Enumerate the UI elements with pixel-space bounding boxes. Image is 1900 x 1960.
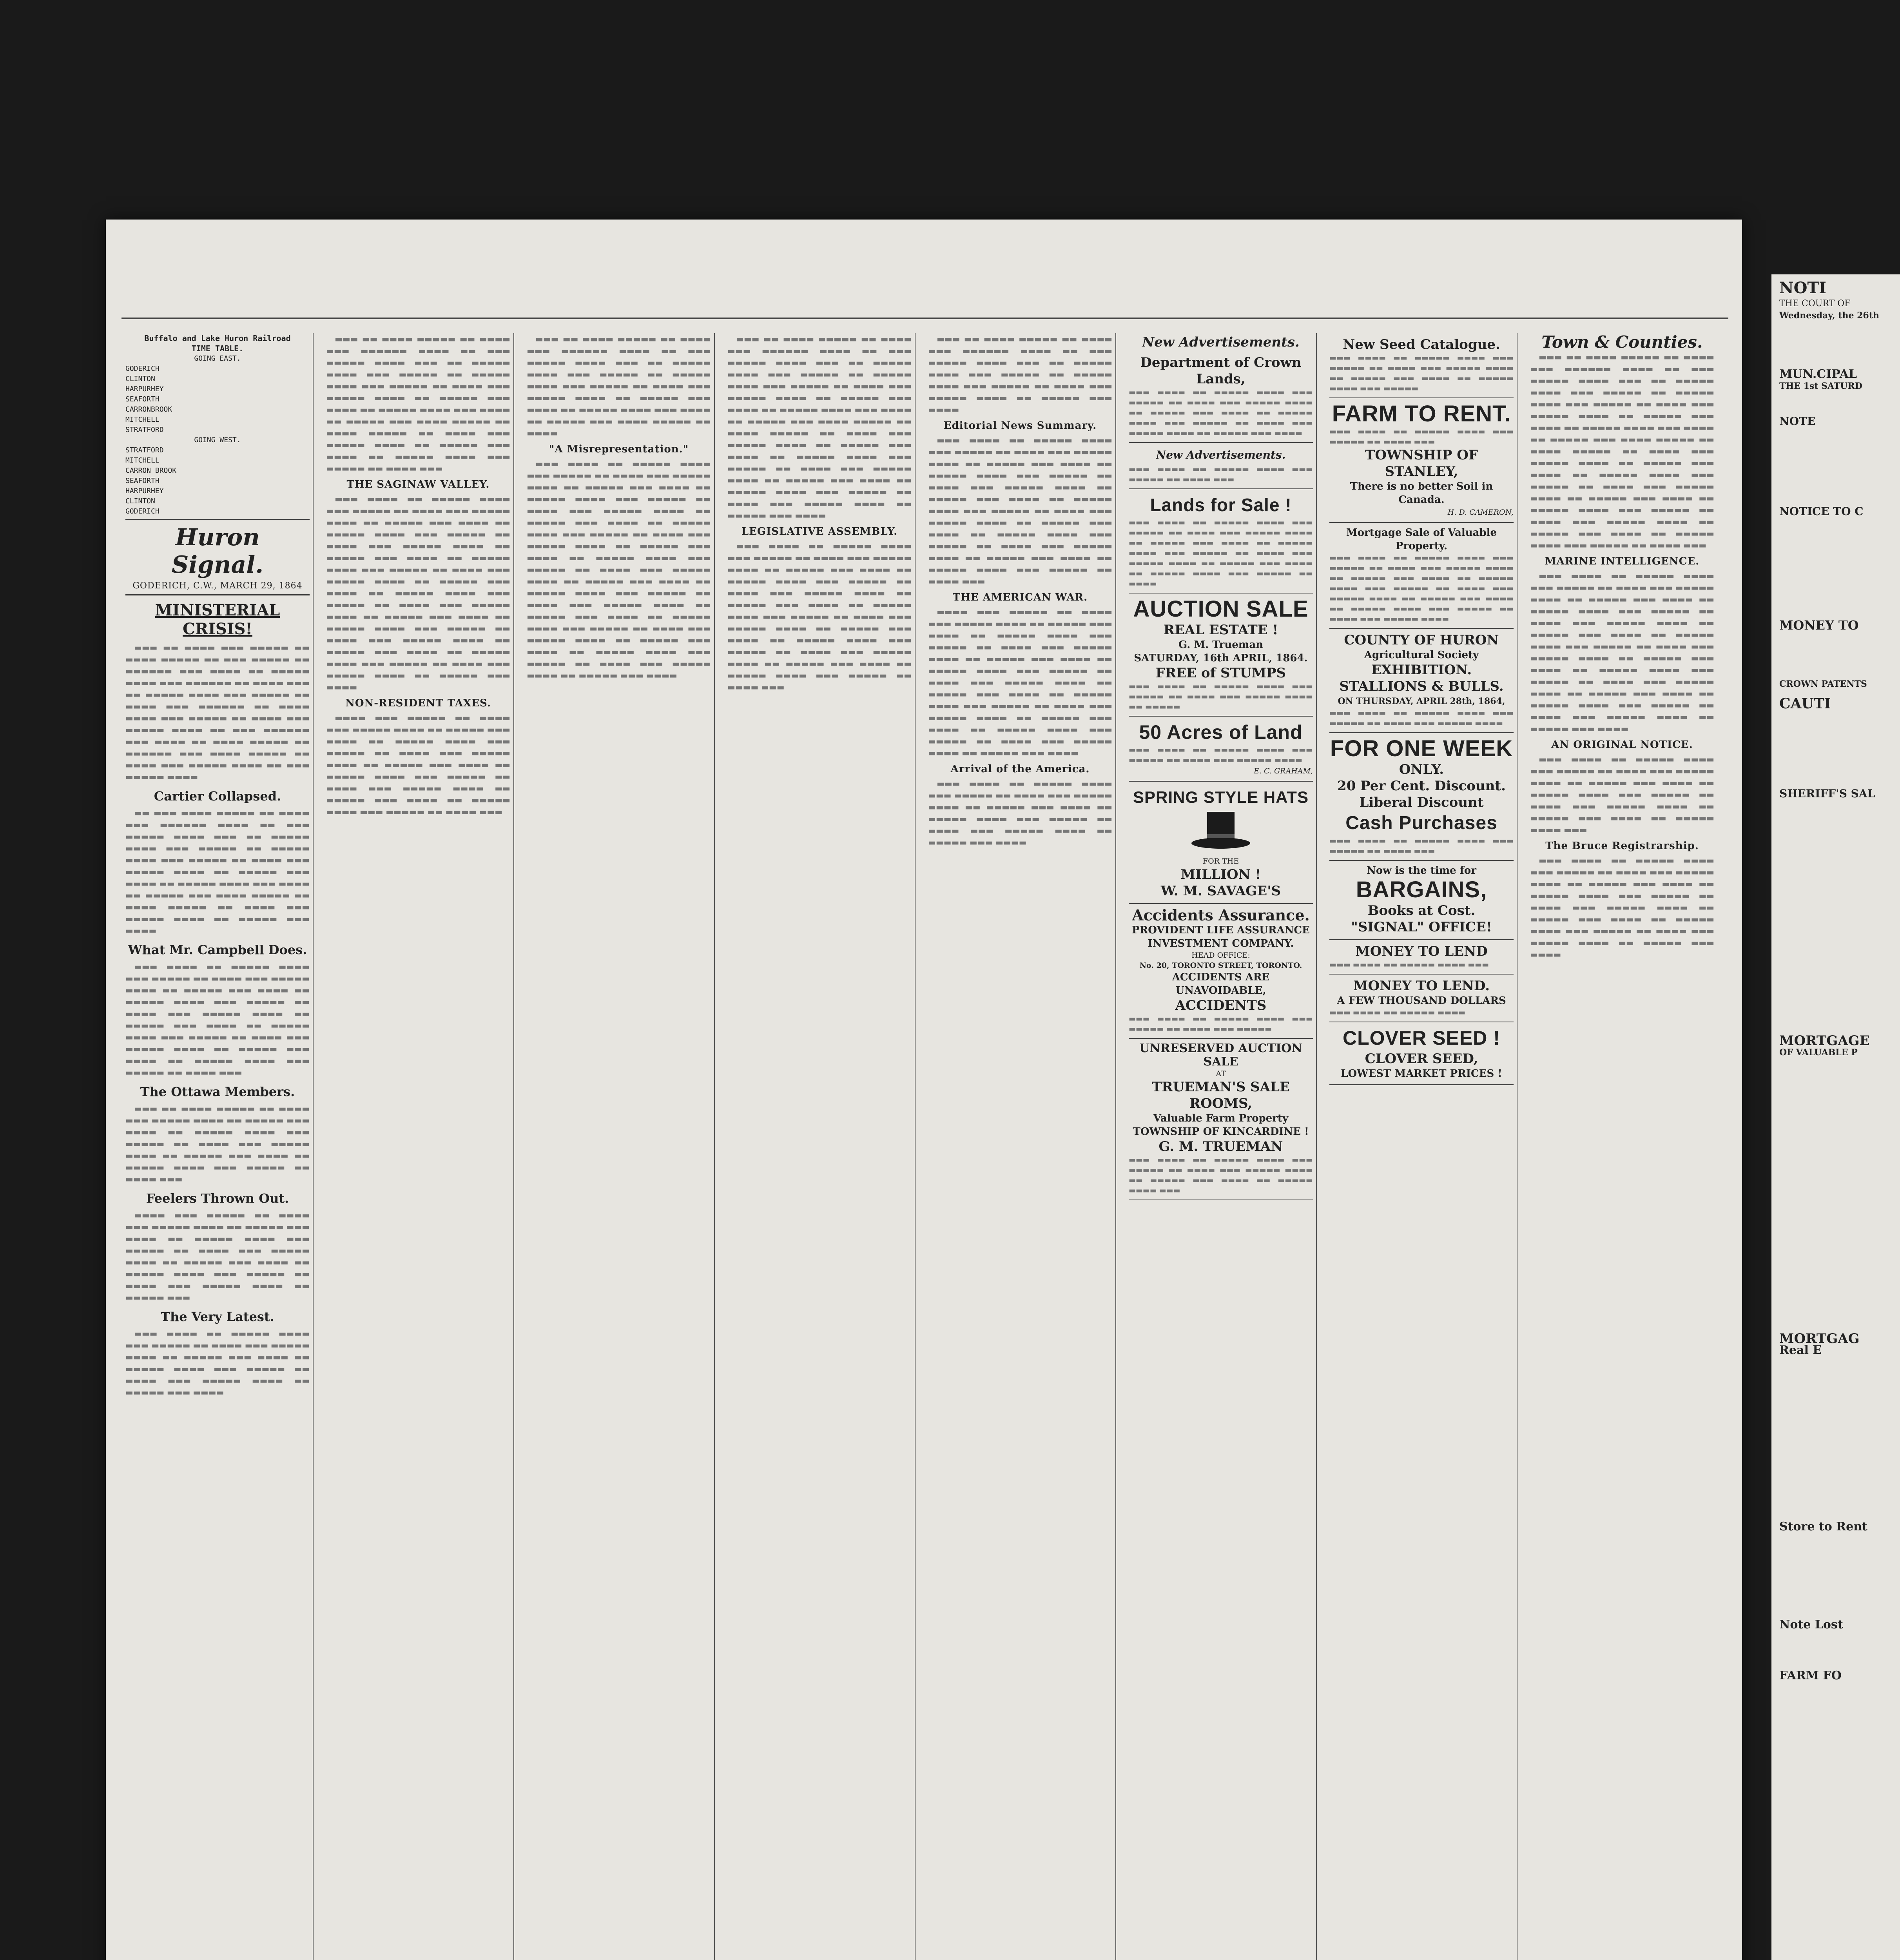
ad-line: ACCIDENTS (1175, 998, 1267, 1013)
ad-line: There is no better Soil in Canada. (1350, 481, 1493, 506)
ad-title: FOR ONE WEEK (1330, 736, 1513, 761)
ad-county-exhibition (1329, 629, 1514, 733)
timetable-row: HARPURHEY (125, 385, 164, 393)
ad-tagline: FREE of STUMPS (1155, 665, 1286, 681)
ad-subtitle: CLOVER SEED, (1365, 1051, 1478, 1067)
timetable-row: CLINTON (125, 375, 155, 383)
ad-body: ▬▬▬ ▬▬▬▬ ▬▬ ▬▬▬▬▬ ▬▬▬▬ ▬▬▬ ▬▬▬▬▬ ▬▬ ▬▬▬▬ ▬▬▬ ▬▬▬▬▬ ▬▬▬▬ ▬▬ ▬▬▬▬▬ ▬▬▬ ▬▬▬▬ ▬▬ ▬▬▬▬▬ ▬▬▬▬ ▬▬▬ ▬▬▬▬▬ ▬▬ ▬▬▬▬ ▬▬▬ ▬▬▬▬▬ ▬▬▬▬ ▬▬ ▬▬▬▬▬ ▬▬▬ ▬▬▬▬ (1129, 388, 1313, 437)
article-body: ▬▬▬ ▬▬▬▬ ▬▬ ▬▬▬▬▬ ▬▬▬▬ ▬▬▬ ▬▬▬▬▬ ▬▬ ▬▬▬▬ ▬▬▬ ▬▬▬▬▬ ▬▬▬▬ ▬▬ ▬▬▬▬▬ ▬▬▬ ▬▬▬▬ ▬▬ ▬▬▬▬▬ ▬▬▬▬ ▬▬▬ ▬▬▬▬▬ ▬▬ ▬▬▬▬ ▬▬▬ ▬▬▬▬▬ ▬▬▬▬ ▬▬ ▬▬▬▬▬ ▬▬▬ ▬▬▬▬ ▬▬ ▬▬▬▬▬ ▬▬▬▬ ▬▬▬ ▬▬▬▬▬ ▬▬ ▬▬▬▬ ▬▬▬ ▬▬▬▬▬ ▬▬▬▬ ▬▬ ▬▬▬▬▬ ▬▬▬ ▬▬▬▬ ▬▬ ▬▬▬▬▬ ▬▬▬▬ ▬▬▬ ▬▬▬▬▬ ▬▬ ▬▬▬▬ ▬▬▬ (125, 962, 310, 1077)
headline: THE AMERICAN WAR. (952, 592, 1088, 603)
top-rule (121, 318, 1728, 319)
article-body: ▬▬▬ ▬▬ ▬▬▬▬ ▬▬▬ ▬▬▬▬▬ ▬▬ ▬▬▬▬ ▬▬▬▬▬ ▬▬ ▬▬▬ ▬▬▬▬▬ ▬▬ ▬▬▬▬▬▬ ▬▬▬ ▬▬▬▬ ▬▬ ▬▬▬▬▬ ▬▬▬▬ ▬▬▬ ▬▬▬▬▬▬ ▬▬ ▬▬▬▬ ▬▬▬ ▬▬ ▬▬▬▬▬ ▬▬▬▬ ▬▬▬ ▬▬▬▬▬ ▬▬ ▬▬▬▬ ▬▬▬ ▬▬▬▬▬▬ ▬▬ ▬▬▬▬ ▬▬▬▬ ▬▬▬ ▬▬▬▬▬ ▬▬ ▬▬▬▬ ▬▬▬ ▬▬▬▬▬ ▬▬▬▬ ▬▬ ▬▬▬ ▬▬▬▬▬▬ ▬▬▬ ▬▬▬▬ ▬▬ ▬▬▬▬ ▬▬▬▬▬ ▬▬ ▬▬▬▬▬▬ ▬▬▬ ▬▬▬▬ ▬▬▬▬▬ ▬▬ ▬▬▬▬ ▬▬▬ ▬▬▬▬▬ ▬▬▬▬ ▬▬ ▬▬▬ ▬▬▬▬▬ ▬▬▬▬ (125, 643, 310, 782)
ad-subtitle: A FEW THOUSAND DOLLARS (1337, 995, 1506, 1007)
ad-accidents-assurance (1129, 904, 1313, 1039)
timetable-going-west: GOING WEST. (194, 436, 241, 444)
ad-body: ▬▬▬ ▬▬▬▬ ▬▬ ▬▬▬▬▬ ▬▬▬▬ ▬▬▬ (1329, 960, 1489, 969)
article-body: ▬▬▬ ▬▬▬▬ ▬▬ ▬▬▬▬▬ ▬▬▬▬ ▬▬▬ ▬▬▬▬▬ ▬▬ ▬▬▬▬ ▬▬▬ ▬▬▬▬▬ ▬▬▬▬ ▬▬ ▬▬▬▬▬ ▬▬▬ ▬▬▬▬ ▬▬ ▬▬▬▬▬ ▬▬▬▬ ▬▬▬ ▬▬▬▬▬ ▬▬ ▬▬▬▬ ▬▬▬ ▬▬▬▬▬ ▬▬▬▬ ▬▬ ▬▬▬▬▬ ▬▬▬ ▬▬▬▬ ▬▬ ▬▬▬▬▬ ▬▬▬▬ ▬▬▬ ▬▬▬▬▬ ▬▬ ▬▬▬▬ ▬▬▬ ▬▬▬▬▬ ▬▬▬▬ ▬▬ ▬▬▬▬▬ ▬▬▬ ▬▬▬▬ ▬▬ ▬▬▬▬▬ ▬▬▬▬ ▬▬▬ ▬▬▬▬▬ ▬▬ ▬▬▬▬ ▬▬▬ ▬▬▬▬▬ ▬▬▬▬ ▬▬ ▬▬▬▬▬ ▬▬▬ ▬▬▬▬ ▬▬ ▬▬▬▬▬ ▬▬▬▬ ▬▬▬ ▬▬▬▬▬ ▬▬ ▬▬▬▬ ▬▬▬ ▬▬▬▬▬ ▬▬▬▬ ▬▬ ▬▬▬▬▬ ▬▬▬ ▬▬▬▬ ▬▬ ▬▬▬▬▬ ▬▬▬▬ ▬▬▬ ▬▬▬▬▬ ▬▬ ▬▬▬▬ ▬▬▬ ▬▬▬▬▬ ▬▬▬▬ ▬▬ ▬▬▬▬▬ ▬▬▬ ▬▬▬▬ (326, 494, 510, 692)
adjacent-line: THE 1st SATURD (1779, 381, 1862, 391)
ad-body: ▬▬▬ ▬▬▬▬ ▬▬ ▬▬▬▬▬ ▬▬▬▬ ▬▬▬ ▬▬▬▬▬ ▬▬ ▬▬▬▬ ▬▬▬ ▬▬▬▬▬ ▬▬▬▬ ▬▬ ▬▬▬▬▬ ▬▬▬ ▬▬▬▬ ▬▬ ▬▬▬▬▬ ▬▬▬▬ ▬▬▬ ▬▬▬▬▬ ▬▬ ▬▬▬▬ ▬▬▬ ▬▬▬▬▬ ▬▬▬▬ ▬▬ ▬▬▬▬▬ ▬▬▬ ▬▬▬▬ ▬▬ ▬▬▬▬▬ ▬▬▬▬ ▬▬▬ ▬▬▬▬▬ ▬▬ ▬▬▬▬ (1129, 518, 1313, 588)
ad-title: UNRESERVED AUCTION SALE (1139, 1042, 1302, 1069)
hat-icon (1189, 810, 1252, 853)
article-body: ▬▬ ▬▬▬ ▬▬▬▬ ▬▬▬▬▬ ▬▬ ▬▬▬▬ ▬▬▬ ▬▬▬▬▬▬ ▬▬▬▬ ▬▬ ▬▬▬ ▬▬▬▬▬ ▬▬▬▬ ▬▬▬ ▬▬ ▬▬▬▬▬ ▬▬▬▬ ▬▬▬ ▬▬▬▬▬ ▬▬ ▬▬▬▬▬ ▬▬▬▬ ▬▬▬ ▬▬▬▬▬ ▬▬ ▬▬▬▬ ▬▬▬ ▬▬▬▬▬ ▬▬▬▬ ▬▬ ▬▬▬▬▬ ▬▬▬ ▬▬▬▬ ▬▬ ▬▬▬▬▬ ▬▬▬▬ ▬▬▬ ▬▬▬▬ ▬▬ ▬▬▬▬▬ ▬▬▬ ▬▬▬▬ ▬▬▬▬▬ ▬▬ ▬▬▬▬ ▬▬▬▬▬ ▬▬ ▬▬▬▬ ▬▬▬ ▬▬▬▬▬ ▬▬▬▬ ▬▬ ▬▬▬▬▬ ▬▬▬ ▬▬▬▬ (125, 808, 310, 935)
article-body: ▬▬▬ ▬▬ ▬▬▬▬ ▬▬▬▬▬ ▬▬ ▬▬▬▬ ▬▬▬ ▬▬▬▬▬▬ ▬▬▬▬ ▬▬ ▬▬▬ ▬▬▬▬▬ ▬▬▬▬ ▬▬▬ ▬▬ ▬▬▬▬▬ ▬▬▬▬ ▬▬▬ ▬▬▬▬▬ ▬▬ ▬▬▬▬▬ ▬▬▬▬ ▬▬▬ ▬▬▬▬▬ ▬▬ ▬▬▬▬ ▬▬▬ ▬▬▬▬▬ ▬▬▬▬ ▬▬ ▬▬▬▬▬ ▬▬▬ ▬▬▬▬ ▬▬ ▬▬▬▬▬ ▬▬▬▬ ▬▬▬ ▬▬▬▬ ▬▬ ▬▬▬▬▬ ▬▬▬ ▬▬▬▬ ▬▬▬▬▬ ▬▬ ▬▬▬▬ (527, 334, 711, 438)
ad-line: MILLION ! (1180, 867, 1261, 882)
ad-subtitle: ONLY. (1399, 762, 1444, 777)
article-body: ▬▬▬ ▬▬ ▬▬▬▬ ▬▬▬▬▬ ▬▬ ▬▬▬▬ ▬▬▬ ▬▬▬▬▬ ▬▬▬▬ ▬▬ ▬▬▬▬▬ ▬▬▬ ▬▬▬▬ ▬▬ ▬▬▬▬▬ ▬▬▬▬ ▬▬▬ ▬▬▬▬▬ ▬▬ ▬▬▬▬ ▬▬▬ ▬▬▬▬▬ ▬▬▬▬ ▬▬ ▬▬▬▬▬ ▬▬▬ ▬▬▬▬ ▬▬ ▬▬▬▬▬ ▬▬▬▬ ▬▬▬ ▬▬▬▬▬ ▬▬ ▬▬▬▬ ▬▬▬ (125, 1104, 310, 1184)
ad-line: BARGAINS, (1356, 877, 1487, 902)
column-rule (513, 333, 514, 1960)
ad-line: Valuable Farm Property (1153, 1112, 1289, 1124)
ad-spring-hats (1129, 782, 1313, 904)
ad-title: 50 Acres of Land (1139, 721, 1303, 743)
headline: Arrival of the America. (950, 763, 1090, 775)
ad-new-advertisements (1129, 443, 1313, 489)
ad-body: ▬▬▬ ▬▬▬▬ ▬▬ ▬▬▬▬▬ ▬▬▬▬ ▬▬▬ ▬▬▬▬▬ ▬▬ ▬▬▬▬ ▬▬▬ ▬▬▬▬▬ ▬▬▬▬ ▬▬ ▬▬▬▬▬ (1129, 682, 1313, 711)
article-body: ▬▬▬ ▬▬▬▬ ▬▬ ▬▬▬▬▬ ▬▬▬▬ ▬▬▬ ▬▬▬▬▬ ▬▬ ▬▬▬▬ ▬▬▬ ▬▬▬▬▬ ▬▬▬▬ ▬▬ ▬▬▬▬▬ ▬▬▬ ▬▬▬▬ ▬▬ ▬▬▬▬▬ ▬▬▬▬ ▬▬▬ ▬▬▬▬▬ ▬▬ ▬▬▬▬ ▬▬▬ ▬▬▬▬▬ ▬▬▬▬ ▬▬ ▬▬▬▬▬ ▬▬▬ ▬▬▬▬ ▬▬ ▬▬▬▬▬ ▬▬▬▬ ▬▬▬ ▬▬▬▬▬ ▬▬ ▬▬▬▬ ▬▬▬ ▬▬▬▬▬ ▬▬▬▬ ▬▬ ▬▬▬▬▬ ▬▬▬ ▬▬▬▬ (1530, 856, 1714, 959)
headline: The Bruce Registrarship. (1545, 840, 1699, 852)
column-4 (727, 333, 912, 1960)
article-body: ▬▬▬ ▬▬ ▬▬▬▬ ▬▬▬▬▬ ▬▬ ▬▬▬▬ ▬▬▬ ▬▬▬▬▬▬ ▬▬▬▬ ▬▬ ▬▬▬ ▬▬▬▬▬ ▬▬▬▬ ▬▬▬ ▬▬ ▬▬▬▬▬ ▬▬▬▬ ▬▬▬ ▬▬▬▬▬ ▬▬ ▬▬▬▬▬ ▬▬▬▬ ▬▬▬ ▬▬▬▬▬ ▬▬ ▬▬▬▬ ▬▬▬ ▬▬▬▬▬ ▬▬▬▬ ▬▬ ▬▬▬▬▬ ▬▬▬ ▬▬▬▬ (928, 334, 1112, 414)
ad-line: AT (1216, 1069, 1226, 1078)
adjacent-heading: NOTICE TO C (1779, 505, 1864, 518)
newspaper-page (106, 220, 1742, 1960)
ad-title: FARM TO RENT. (1332, 401, 1511, 426)
masthead-dateline: GODERICH, C.W., MARCH 29, 1864 (125, 580, 310, 595)
ad-title: SPRING STYLE HATS (1133, 788, 1309, 806)
ad-address: No. 20, TORONTO STREET, TORONTO. (1139, 961, 1302, 970)
column-3 (527, 333, 711, 1960)
ad-farm-to-rent (1329, 398, 1514, 523)
ad-title: Mortgage Sale of Valuable Property. (1346, 527, 1497, 552)
ad-line: "SIGNAL" OFFICE! (1351, 919, 1492, 935)
ad-title: Accidents Assurance. (1132, 906, 1310, 924)
column-6-ads (1129, 333, 1313, 1960)
adjacent-heading: NOTI (1779, 279, 1826, 297)
ad-mortgage-sale (1329, 523, 1514, 629)
timetable-row: STRATFORD (125, 446, 164, 454)
ad-line: 20 Per Cent. Discount. (1337, 778, 1506, 794)
section-header: Town & Counties. (1541, 333, 1703, 352)
timetable-row: GODERICH (125, 365, 160, 373)
headline: Editorial News Summary. (943, 420, 1097, 432)
masthead-title: Huron Signal. (171, 524, 264, 579)
article-body: ▬▬▬▬ ▬▬▬ ▬▬▬▬▬ ▬▬ ▬▬▬▬ ▬▬▬ ▬▬▬▬▬ ▬▬▬▬ ▬▬ ▬▬▬▬▬ ▬▬▬ ▬▬▬▬ ▬▬ ▬▬▬▬▬ ▬▬▬▬ ▬▬▬ ▬▬▬▬▬ ▬▬ ▬▬▬▬ ▬▬▬ ▬▬▬▬▬ ▬▬▬▬ ▬▬ ▬▬▬▬▬ ▬▬▬ ▬▬▬▬ ▬▬ ▬▬▬▬▬ ▬▬▬▬ ▬▬▬ ▬▬▬▬▬ ▬▬ ▬▬▬▬ ▬▬▬ ▬▬▬▬▬ ▬▬▬▬ ▬▬ ▬▬▬▬▬ ▬▬▬ ▬▬▬▬ ▬▬ ▬▬▬▬▬ ▬▬▬▬ ▬▬▬ ▬▬▬▬▬ ▬▬ ▬▬▬▬ ▬▬▬ ▬▬▬▬▬ ▬▬▬▬ ▬▬ ▬▬▬▬▬ ▬▬▬ ▬▬▬▬ ▬▬ ▬▬▬▬▬ ▬▬▬▬ ▬▬▬ ▬▬▬▬▬ ▬▬ ▬▬▬▬ ▬▬▬ ▬▬▬▬▬ ▬▬▬▬ ▬▬ ▬▬▬▬▬ ▬▬▬ ▬▬▬▬ (928, 607, 1112, 758)
ad-line: TOWNSHIP OF KINCARDINE ! (1133, 1126, 1309, 1138)
timetable-title: Buffalo and Lake Huron Railroad (144, 334, 291, 343)
timetable-row: MITCHELL (125, 456, 160, 465)
ad-body: ▬▬▬ ▬▬▬▬ ▬▬ ▬▬▬▬▬ ▬▬▬▬ ▬▬▬ ▬▬▬▬▬ ▬▬ ▬▬▬▬ ▬▬▬ ▬▬▬▬▬ ▬▬▬▬ (1129, 746, 1313, 764)
ad-date: ON THURSDAY, APRIL 28th, 1864, (1338, 696, 1505, 706)
ad-line: TOWNSHIP OF STANLEY, (1365, 447, 1478, 479)
ad-body: ▬▬▬ ▬▬▬▬ ▬▬ ▬▬▬▬▬ ▬▬▬▬ (1329, 1008, 1466, 1017)
adjacent-heading: CAUTI (1779, 695, 1831, 712)
ad-subtitle: REAL ESTATE ! (1163, 622, 1278, 638)
ad-body: ▬▬▬ ▬▬▬▬ ▬▬ ▬▬▬▬▬ ▬▬▬▬ ▬▬▬ ▬▬▬▬▬ ▬▬ ▬▬▬▬ ▬▬▬ ▬▬▬▬▬ (1129, 1014, 1313, 1033)
ad-money-to-lend-2 (1329, 975, 1514, 1022)
ad-title: CLOVER SEED ! (1343, 1027, 1500, 1049)
headline: NON-RESIDENT TAXES. (345, 697, 491, 709)
ad-lands-for-sale (1129, 489, 1313, 593)
ad-title: MONEY TO LEND. (1353, 978, 1490, 994)
ad-subtitle: Agricultural Society (1364, 649, 1479, 661)
headline: LEGISLATIVE ASSEMBLY. (741, 526, 898, 537)
article-body: ▬▬▬ ▬▬▬▬ ▬▬ ▬▬▬▬▬ ▬▬▬▬ ▬▬▬ ▬▬▬▬▬ ▬▬ ▬▬▬▬ ▬▬▬ ▬▬▬▬▬ ▬▬▬▬ ▬▬ ▬▬▬▬▬ ▬▬▬ ▬▬▬▬ ▬▬ ▬▬▬▬▬ ▬▬▬▬ ▬▬▬ ▬▬▬▬▬ ▬▬ ▬▬▬▬ ▬▬▬ ▬▬▬▬▬ ▬▬▬▬ ▬▬ ▬▬▬▬▬ ▬▬▬ ▬▬▬▬ ▬▬ ▬▬▬▬▬ ▬▬▬▬ ▬▬▬ (1530, 755, 1714, 835)
adjacent-heading: NOTE (1779, 415, 1816, 428)
column-5 (928, 333, 1112, 1960)
timetable-row: CLINTON (125, 497, 155, 505)
ad-subtitle: PROVIDENT LIFE ASSURANCE (1132, 924, 1310, 936)
ad-body: ▬▬▬ ▬▬▬▬ ▬▬ ▬▬▬▬▬ ▬▬▬▬ ▬▬▬ ▬▬▬▬▬ ▬▬ ▬▬▬▬ ▬▬▬ (1129, 465, 1313, 484)
ad-title: AUCTION SALE (1133, 596, 1309, 622)
article-body: ▬▬▬ ▬▬▬▬ ▬▬ ▬▬▬▬▬ ▬▬▬▬ ▬▬▬ ▬▬▬▬▬ ▬▬ ▬▬▬▬ ▬▬▬ ▬▬▬▬▬ ▬▬▬▬ ▬▬ ▬▬▬▬▬ ▬▬▬ ▬▬▬▬ ▬▬ ▬▬▬▬▬ ▬▬▬▬ ▬▬▬ ▬▬▬▬▬ ▬▬ ▬▬▬▬ ▬▬▬ ▬▬▬▬▬ ▬▬▬▬ ▬▬ ▬▬▬▬▬ ▬▬▬ ▬▬▬▬ ▬▬ ▬▬▬▬▬ ▬▬▬▬ ▬▬▬ ▬▬▬▬▬ ▬▬ ▬▬▬▬ ▬▬▬ ▬▬▬▬▬ ▬▬▬▬ ▬▬ ▬▬▬▬▬ ▬▬▬ ▬▬▬▬ ▬▬ ▬▬▬▬▬ ▬▬▬▬ ▬▬▬ ▬▬▬▬▬ ▬▬ ▬▬▬▬ ▬▬▬ ▬▬▬▬▬ ▬▬▬▬ ▬▬ ▬▬▬▬▬ ▬▬▬ ▬▬▬▬ ▬▬ ▬▬▬▬▬ ▬▬▬▬ ▬▬▬ ▬▬▬▬▬ ▬▬ ▬▬▬▬ ▬▬▬ (928, 436, 1112, 586)
article-body: ▬▬▬▬ ▬▬▬ ▬▬▬▬▬ ▬▬ ▬▬▬▬ ▬▬▬ ▬▬▬▬▬ ▬▬▬▬ ▬▬ ▬▬▬▬▬ ▬▬▬ ▬▬▬▬ ▬▬ ▬▬▬▬▬ ▬▬▬▬ ▬▬▬ ▬▬▬▬▬ ▬▬ ▬▬▬▬ ▬▬▬ ▬▬▬▬▬ ▬▬▬▬ ▬▬ ▬▬▬▬▬ ▬▬▬ ▬▬▬▬ ▬▬ ▬▬▬▬▬ ▬▬▬▬ ▬▬▬ ▬▬▬▬▬ ▬▬ ▬▬▬▬ ▬▬▬ ▬▬▬▬▬ ▬▬▬▬ ▬▬ ▬▬▬▬▬ ▬▬▬ (125, 1210, 310, 1302)
ad-body: ▬▬▬ ▬▬▬▬ ▬▬ ▬▬▬▬▬ ▬▬▬▬ ▬▬▬ ▬▬▬▬▬ ▬▬ ▬▬▬▬ ▬▬▬ ▬▬▬▬▬ ▬▬▬▬ ▬▬ ▬▬▬▬▬ ▬▬▬ ▬▬▬▬ ▬▬ ▬▬▬▬▬ ▬▬▬▬ ▬▬▬ ▬▬▬▬▬ (1329, 354, 1514, 393)
timetable-row: HARPURHEY (125, 487, 164, 495)
headline: MINISTERIAL CRISIS! (155, 601, 280, 638)
ad-signature: H. D. CAMERON, (1447, 508, 1514, 517)
timetable-row: SEAFORTH (125, 395, 160, 403)
article-body: ▬▬▬ ▬▬ ▬▬▬▬ ▬▬▬▬▬ ▬▬ ▬▬▬▬ ▬▬▬ ▬▬▬▬▬▬ ▬▬▬▬ ▬▬ ▬▬▬ ▬▬▬▬▬ ▬▬▬▬ ▬▬▬ ▬▬ ▬▬▬▬▬ ▬▬▬▬ ▬▬▬ ▬▬▬▬▬ ▬▬ ▬▬▬▬▬ ▬▬▬▬ ▬▬▬ ▬▬▬▬▬ ▬▬ ▬▬▬▬ ▬▬▬ ▬▬▬▬▬ ▬▬▬▬ ▬▬ ▬▬▬▬▬ ▬▬▬ ▬▬▬▬ ▬▬ ▬▬▬▬▬ ▬▬▬▬ ▬▬▬ ▬▬▬▬ ▬▬ ▬▬▬▬▬ ▬▬▬ ▬▬▬▬ ▬▬▬▬▬ ▬▬ ▬▬▬▬ ▬▬▬▬▬ ▬▬ ▬▬▬▬ ▬▬▬ ▬▬▬▬▬ ▬▬▬▬ ▬▬ ▬▬▬▬▬ ▬▬▬ ▬▬▬▬ ▬▬ ▬▬▬▬▬ ▬▬▬▬ ▬▬▬ ▬▬▬▬▬ ▬▬ ▬▬▬▬ ▬▬▬ (326, 334, 510, 473)
auctioneer-name: G. M. Trueman (1178, 639, 1264, 651)
adjacent-line: THE COURT OF (1779, 299, 1851, 309)
column-rule (1316, 333, 1317, 1960)
adjacent-page-text (1771, 274, 1900, 1682)
adjacent-page-edge (1771, 274, 1900, 1960)
adjacent-heading: MONEY TO (1779, 618, 1859, 633)
ad-title: Lands for Sale ! (1150, 495, 1292, 515)
ad-title: New Seed Catalogue. (1343, 337, 1500, 352)
ad-body: ▬▬▬ ▬▬▬▬ ▬▬ ▬▬▬▬▬ ▬▬▬▬ ▬▬▬ ▬▬▬▬▬ ▬▬ ▬▬▬▬ ▬▬▬ (1329, 837, 1514, 855)
headline: THE SAGINAW VALLEY. (346, 479, 490, 490)
article-body: ▬▬▬ ▬▬▬▬ ▬▬ ▬▬▬▬▬ ▬▬▬▬ ▬▬▬ ▬▬▬▬▬ ▬▬ ▬▬▬▬ ▬▬▬ ▬▬▬▬▬ ▬▬▬▬ ▬▬ ▬▬▬▬▬ ▬▬▬ ▬▬▬▬ ▬▬ ▬▬▬▬▬ ▬▬▬▬ ▬▬▬ ▬▬▬▬▬ ▬▬ ▬▬▬▬ ▬▬▬ ▬▬▬▬▬ ▬▬▬▬ ▬▬ ▬▬▬▬▬ ▬▬▬ ▬▬▬▬ ▬▬ ▬▬▬▬▬ ▬▬▬▬ ▬▬▬ ▬▬▬▬▬ ▬▬ ▬▬▬▬ ▬▬▬ ▬▬▬▬▬ ▬▬▬▬ ▬▬ ▬▬▬▬▬ ▬▬▬ ▬▬▬▬ ▬▬ ▬▬▬▬▬ ▬▬▬▬ ▬▬▬ ▬▬▬▬▬ ▬▬ ▬▬▬▬ ▬▬▬ ▬▬▬▬▬ ▬▬▬▬ ▬▬ ▬▬▬▬▬ ▬▬▬ ▬▬▬▬ ▬▬ ▬▬▬▬▬ ▬▬▬▬ ▬▬▬ ▬▬▬▬▬ ▬▬ ▬▬▬▬ ▬▬▬ ▬▬▬▬▬ ▬▬▬▬ ▬▬ ▬▬▬▬▬ ▬▬▬ ▬▬▬▬ (1530, 571, 1714, 733)
timetable-row: GODERICH (125, 507, 160, 515)
headline: "A Misrepresentation." (549, 443, 689, 455)
ad-line: TRUEMAN'S SALE ROOMS, (1152, 1079, 1290, 1111)
ad-title: MONEY TO LEND (1355, 944, 1488, 959)
timetable-row: CARRON BROOK (125, 466, 177, 475)
article-body: ▬▬▬▬ ▬▬▬ ▬▬▬▬▬ ▬▬ ▬▬▬▬ ▬▬▬ ▬▬▬▬▬ ▬▬▬▬ ▬▬ ▬▬▬▬▬ ▬▬▬ ▬▬▬▬ ▬▬ ▬▬▬▬▬ ▬▬▬▬ ▬▬▬ ▬▬▬▬▬ ▬▬ ▬▬▬▬ ▬▬▬ ▬▬▬▬▬ ▬▬▬▬ ▬▬ ▬▬▬▬▬ ▬▬▬ ▬▬▬▬ ▬▬ ▬▬▬▬▬ ▬▬▬▬ ▬▬▬ ▬▬▬▬▬ ▬▬ ▬▬▬▬ ▬▬▬ ▬▬▬▬▬ ▬▬▬▬ ▬▬ ▬▬▬▬▬ ▬▬▬ ▬▬▬▬ ▬▬ ▬▬▬▬▬ ▬▬▬▬ ▬▬▬ ▬▬▬▬▬ ▬▬ ▬▬▬▬ ▬▬▬ (326, 713, 510, 817)
column-rule (915, 333, 916, 1960)
section-header: New Advertisements. (1142, 334, 1300, 350)
timetable-row: CARRONBROOK (125, 405, 172, 414)
column-7-ads (1329, 333, 1514, 1960)
headline: AN ORIGINAL NOTICE. (1551, 739, 1693, 751)
article-body: ▬▬▬ ▬▬▬▬ ▬▬ ▬▬▬▬▬ ▬▬▬▬ ▬▬▬ ▬▬▬▬▬ ▬▬ ▬▬▬▬ ▬▬▬ ▬▬▬▬▬ ▬▬▬▬ ▬▬ ▬▬▬▬▬ ▬▬▬ ▬▬▬▬ ▬▬ ▬▬▬▬▬ ▬▬▬▬ ▬▬▬ ▬▬▬▬▬ ▬▬ ▬▬▬▬ ▬▬▬ ▬▬▬▬▬ ▬▬▬▬ ▬▬ ▬▬▬▬▬ ▬▬▬ ▬▬▬▬ (125, 1329, 310, 1397)
adjacent-line: OF VALUABLE P (1779, 1047, 1858, 1058)
ad-body: ▬▬▬ ▬▬▬▬ ▬▬ ▬▬▬▬▬ ▬▬▬▬ ▬▬▬ ▬▬▬▬▬ ▬▬ ▬▬▬▬ ▬▬▬ ▬▬▬▬▬ ▬▬▬▬ (1329, 709, 1514, 728)
ad-title: Now is the time for (1367, 865, 1476, 877)
headline: The Ottawa Members. (140, 1084, 295, 1099)
article-body: ▬▬▬ ▬▬ ▬▬▬▬ ▬▬▬▬▬ ▬▬ ▬▬▬▬ ▬▬▬ ▬▬▬▬▬▬ ▬▬▬▬ ▬▬ ▬▬▬ ▬▬▬▬▬ ▬▬▬▬ ▬▬▬ ▬▬ ▬▬▬▬▬ ▬▬▬▬ ▬▬▬ ▬▬▬▬▬ ▬▬ ▬▬▬▬▬ ▬▬▬▬ ▬▬▬ ▬▬▬▬▬ ▬▬ ▬▬▬▬ ▬▬▬ ▬▬▬▬▬ ▬▬▬▬ ▬▬ ▬▬▬▬▬ ▬▬▬ ▬▬▬▬ ▬▬ ▬▬▬▬▬ ▬▬▬▬ ▬▬▬ ▬▬▬▬ ▬▬ ▬▬▬▬▬ ▬▬▬ ▬▬▬▬ ▬▬▬▬▬ ▬▬ ▬▬▬▬ ▬▬▬▬▬ ▬▬ ▬▬▬▬ ▬▬▬ ▬▬▬▬▬ ▬▬▬▬ ▬▬ ▬▬▬▬▬ ▬▬▬ ▬▬▬▬ ▬▬ ▬▬▬▬▬ ▬▬▬▬ ▬▬▬ ▬▬▬▬▬ ▬▬ ▬▬▬▬ ▬▬▬ ▬▬▬▬▬ ▬▬▬▬ ▬▬ ▬▬▬▬▬ ▬▬▬ ▬▬▬▬ ▬▬ ▬▬▬▬▬ ▬▬▬▬ ▬▬▬ ▬▬▬▬▬ ▬▬ ▬▬▬▬ ▬▬▬ ▬▬▬▬▬ ▬▬▬▬ ▬▬ ▬▬▬▬▬ ▬▬▬ ▬▬▬▬ ▬▬ ▬▬▬▬▬ ▬▬▬▬ ▬▬▬ ▬▬▬▬▬ ▬▬ ▬▬▬▬ ▬▬▬ (1530, 352, 1714, 550)
adjacent-heading: FARM FO (1779, 1669, 1842, 1682)
ad-fifty-acres (1129, 717, 1313, 782)
ad-signature: E. C. GRAHAM, (1254, 767, 1313, 775)
ad-money-to-lend-1 (1329, 940, 1514, 975)
headline: The Very Latest. (161, 1309, 274, 1324)
auctioneer-name: G. M. TRUEMAN (1158, 1139, 1283, 1154)
adjacent-heading: Note Lost (1779, 1618, 1843, 1632)
ad-title: COUNTY OF HURON (1344, 632, 1499, 648)
column-8-local (1530, 333, 1714, 1960)
ad-line: Liberal Discount (1359, 795, 1484, 810)
ad-body: ▬▬▬ ▬▬▬▬ ▬▬ ▬▬▬▬▬ ▬▬▬▬ ▬▬▬ ▬▬▬▬▬ ▬▬ ▬▬▬▬ ▬▬▬ ▬▬▬▬▬ ▬▬▬▬ ▬▬ ▬▬▬▬▬ ▬▬▬ ▬▬▬▬ ▬▬ ▬▬▬▬▬ ▬▬▬▬ ▬▬▬ (1129, 1156, 1313, 1195)
adjacent-heading: SHERIFF'S SAL (1779, 787, 1875, 800)
headline: Feelers Thrown Out. (146, 1191, 289, 1206)
ad-bargains (1329, 861, 1514, 940)
ad-subtitle: INVESTMENT COMPANY. (1148, 938, 1294, 949)
ad-auction-sale (1129, 593, 1313, 717)
article-body: ▬▬▬ ▬▬▬▬ ▬▬ ▬▬▬▬▬ ▬▬▬▬ ▬▬▬ ▬▬▬▬▬ ▬▬ ▬▬▬▬ ▬▬▬ ▬▬▬▬▬ ▬▬▬▬ ▬▬ ▬▬▬▬▬ ▬▬▬ ▬▬▬▬ ▬▬ ▬▬▬▬▬ ▬▬▬▬ ▬▬▬ ▬▬▬▬▬ ▬▬ ▬▬▬▬ ▬▬▬ ▬▬▬▬▬ ▬▬▬▬ ▬▬ ▬▬▬▬▬ ▬▬▬ ▬▬▬▬ ▬▬ ▬▬▬▬▬ ▬▬▬▬ ▬▬▬ ▬▬▬▬▬ ▬▬ ▬▬▬▬ ▬▬▬ ▬▬▬▬▬ ▬▬▬▬ ▬▬ ▬▬▬▬▬ ▬▬▬ ▬▬▬▬ ▬▬ ▬▬▬▬▬ ▬▬▬▬ ▬▬▬ ▬▬▬▬▬ ▬▬ ▬▬▬▬ ▬▬▬ ▬▬▬▬▬ ▬▬▬▬ ▬▬ ▬▬▬▬▬ ▬▬▬ ▬▬▬▬ ▬▬ ▬▬▬▬▬ ▬▬▬▬ ▬▬▬ ▬▬▬▬▬ ▬▬ ▬▬▬▬ ▬▬▬ (727, 541, 912, 692)
column-rule (313, 333, 314, 1960)
column-rule (714, 333, 715, 1960)
timetable-going-east: GOING EAST. (194, 354, 241, 363)
ad-line: FOR THE (1202, 857, 1239, 866)
ad-title: New Advertisements. (1156, 448, 1286, 461)
railroad-timetable (125, 333, 310, 520)
article-body: ▬▬▬ ▬▬ ▬▬▬▬ ▬▬▬▬▬ ▬▬ ▬▬▬▬ ▬▬▬ ▬▬▬▬▬▬ ▬▬▬▬ ▬▬ ▬▬▬ ▬▬▬▬▬ ▬▬▬▬ ▬▬▬ ▬▬ ▬▬▬▬▬ ▬▬▬▬ ▬▬▬ ▬▬▬▬▬ ▬▬ ▬▬▬▬▬ ▬▬▬▬ ▬▬▬ ▬▬▬▬▬ ▬▬ ▬▬▬▬ ▬▬▬ ▬▬▬▬▬ ▬▬▬▬ ▬▬ ▬▬▬▬▬ ▬▬▬ ▬▬▬▬ ▬▬ ▬▬▬▬▬ ▬▬▬▬ ▬▬▬ ▬▬▬▬ ▬▬ ▬▬▬▬▬ ▬▬▬ ▬▬▬▬ ▬▬▬▬▬ ▬▬ ▬▬▬▬ ▬▬▬▬▬ ▬▬ ▬▬▬▬ ▬▬▬ ▬▬▬▬▬ ▬▬▬▬ ▬▬ ▬▬▬▬▬ ▬▬▬ ▬▬▬▬ ▬▬ ▬▬▬▬▬ ▬▬▬▬ ▬▬▬ ▬▬▬▬▬ ▬▬ ▬▬▬▬ ▬▬▬ ▬▬▬▬▬ ▬▬▬▬ ▬▬ ▬▬▬▬▬ ▬▬▬ ▬▬▬▬ ▬▬ ▬▬▬▬▬ ▬▬▬▬ ▬▬▬ ▬▬▬▬▬ ▬▬ ▬▬▬▬ ▬▬▬ ▬▬▬▬▬ ▬▬▬▬ ▬▬ ▬▬▬▬▬ ▬▬▬ ▬▬▬▬ (727, 334, 912, 520)
ad-crown-lands (1129, 351, 1313, 443)
ad-shop-name: W. M. SAVAGE'S (1160, 883, 1281, 899)
headline: What Mr. Campbell Does. (128, 942, 307, 957)
timetable-row: SEAFORTH (125, 477, 160, 485)
timetable-subtitle: TIME TABLE. (191, 344, 244, 353)
auction-date: SATURDAY, 16th APRIL, 1864. (1134, 652, 1308, 664)
ad-line: HEAD OFFICE: (1191, 951, 1250, 960)
timetable-row: STRATFORD (125, 426, 164, 434)
ad-subtitle: EXHIBITION. (1371, 662, 1472, 678)
ad-seed-catalogue (1329, 333, 1514, 398)
adjacent-heading: MUN.CIPAL (1779, 367, 1857, 381)
ad-body: ▬▬▬ ▬▬▬▬ ▬▬ ▬▬▬▬▬ ▬▬▬▬ ▬▬▬ ▬▬▬▬▬ ▬▬ ▬▬▬▬ ▬▬▬ ▬▬▬▬▬ ▬▬▬▬ ▬▬ ▬▬▬▬▬ ▬▬▬ ▬▬▬▬ ▬▬ ▬▬▬▬▬ ▬▬▬▬ ▬▬▬ ▬▬▬▬▬ ▬▬ ▬▬▬▬ ▬▬▬ ▬▬▬▬▬ ▬▬▬▬ ▬▬ ▬▬▬▬▬ ▬▬▬ ▬▬▬▬ ▬▬ ▬▬▬▬▬ ▬▬▬▬ ▬▬▬ ▬▬▬▬▬ ▬▬ ▬▬▬▬ ▬▬▬ ▬▬▬▬▬ ▬▬▬▬ (1329, 554, 1514, 623)
adjacent-heading: MORTGAG (1779, 1331, 1860, 1347)
timetable-row: MITCHELL (125, 416, 160, 424)
headline: MARINE INTELLIGENCE. (1545, 555, 1700, 567)
adjacent-heading: Store to Rent (1779, 1520, 1867, 1534)
adjacent-heading: MORTGAGE (1779, 1033, 1870, 1049)
ad-subtitle: STALLIONS & BULLS. (1339, 679, 1504, 694)
adjacent-line: Real E (1779, 1343, 1822, 1357)
article-body: ▬▬▬ ▬▬▬▬ ▬▬ ▬▬▬▬▬ ▬▬▬▬ ▬▬▬ ▬▬▬▬▬ ▬▬ ▬▬▬▬ ▬▬▬ ▬▬▬▬▬ ▬▬▬▬ ▬▬ ▬▬▬▬▬ ▬▬▬ ▬▬▬▬ ▬▬ ▬▬▬▬▬ ▬▬▬▬ ▬▬▬ ▬▬▬▬▬ ▬▬ ▬▬▬▬ ▬▬▬ ▬▬▬▬▬ ▬▬▬▬ ▬▬ ▬▬▬▬▬ ▬▬▬ ▬▬▬▬ ▬▬ ▬▬▬▬▬ ▬▬▬▬ ▬▬▬ ▬▬▬▬▬ ▬▬ ▬▬▬▬ ▬▬▬ ▬▬▬▬▬ ▬▬▬▬ ▬▬ ▬▬▬▬▬ ▬▬▬ ▬▬▬▬ ▬▬ ▬▬▬▬▬ ▬▬▬▬ ▬▬▬ ▬▬▬▬▬ ▬▬ ▬▬▬▬ ▬▬▬ ▬▬▬▬▬ ▬▬▬▬ ▬▬ ▬▬▬▬▬ ▬▬▬ ▬▬▬▬ ▬▬ ▬▬▬▬▬ ▬▬▬▬ ▬▬▬ ▬▬▬▬▬ ▬▬ ▬▬▬▬ ▬▬▬ ▬▬▬▬▬ ▬▬▬▬ ▬▬ ▬▬▬▬▬ ▬▬▬ ▬▬▬▬ ▬▬ ▬▬▬▬▬ ▬▬▬▬ ▬▬▬ ▬▬▬▬▬ ▬▬ ▬▬▬▬ ▬▬▬ ▬▬▬▬▬ ▬▬▬▬ ▬▬ ▬▬▬▬▬ ▬▬▬ ▬▬▬▬ ▬▬ ▬▬▬▬▬ ▬▬▬▬ ▬▬▬ ▬▬▬▬▬ ▬▬ ▬▬▬▬ ▬▬▬ ▬▬▬▬▬ ▬▬▬▬ ▬▬ ▬▬▬▬▬ ▬▬▬ ▬▬▬▬ (527, 459, 711, 680)
column-rule (1115, 333, 1116, 1960)
ad-body: ▬▬▬ ▬▬▬▬ ▬▬ ▬▬▬▬▬ ▬▬▬▬ ▬▬▬ ▬▬▬▬▬ ▬▬ ▬▬▬▬ ▬▬▬ (1329, 427, 1514, 446)
column-2 (326, 333, 510, 1960)
ad-one-week (1329, 733, 1514, 861)
adjacent-line: Wednesday, the 26th (1779, 310, 1879, 321)
ad-unreserved-auction (1129, 1039, 1313, 1200)
ad-line: LOWEST MARKET PRICES ! (1341, 1068, 1502, 1080)
column-1 (125, 333, 310, 1960)
headline: Cartier Collapsed. (154, 789, 281, 804)
article-body: ▬▬▬ ▬▬▬▬ ▬▬ ▬▬▬▬▬ ▬▬▬▬ ▬▬▬ ▬▬▬▬▬ ▬▬ ▬▬▬▬ ▬▬▬ ▬▬▬▬▬ ▬▬▬▬ ▬▬ ▬▬▬▬▬ ▬▬▬ ▬▬▬▬ ▬▬ ▬▬▬▬▬ ▬▬▬▬ ▬▬▬ ▬▬▬▬▬ ▬▬ ▬▬▬▬ ▬▬▬ ▬▬▬▬▬ ▬▬▬▬ ▬▬ ▬▬▬▬▬ ▬▬▬ ▬▬▬▬ (928, 779, 1112, 847)
ad-title: Department of Crown Lands, (1140, 355, 1302, 387)
ad-line: Cash Purchases (1345, 813, 1498, 833)
ad-line: Books at Cost. (1367, 903, 1476, 918)
adjacent-line: CROWN PATENTS (1779, 679, 1867, 689)
ad-clover-seed (1329, 1022, 1514, 1085)
ad-line: ACCIDENTS ARE UNAVOIDABLE, (1172, 971, 1270, 996)
